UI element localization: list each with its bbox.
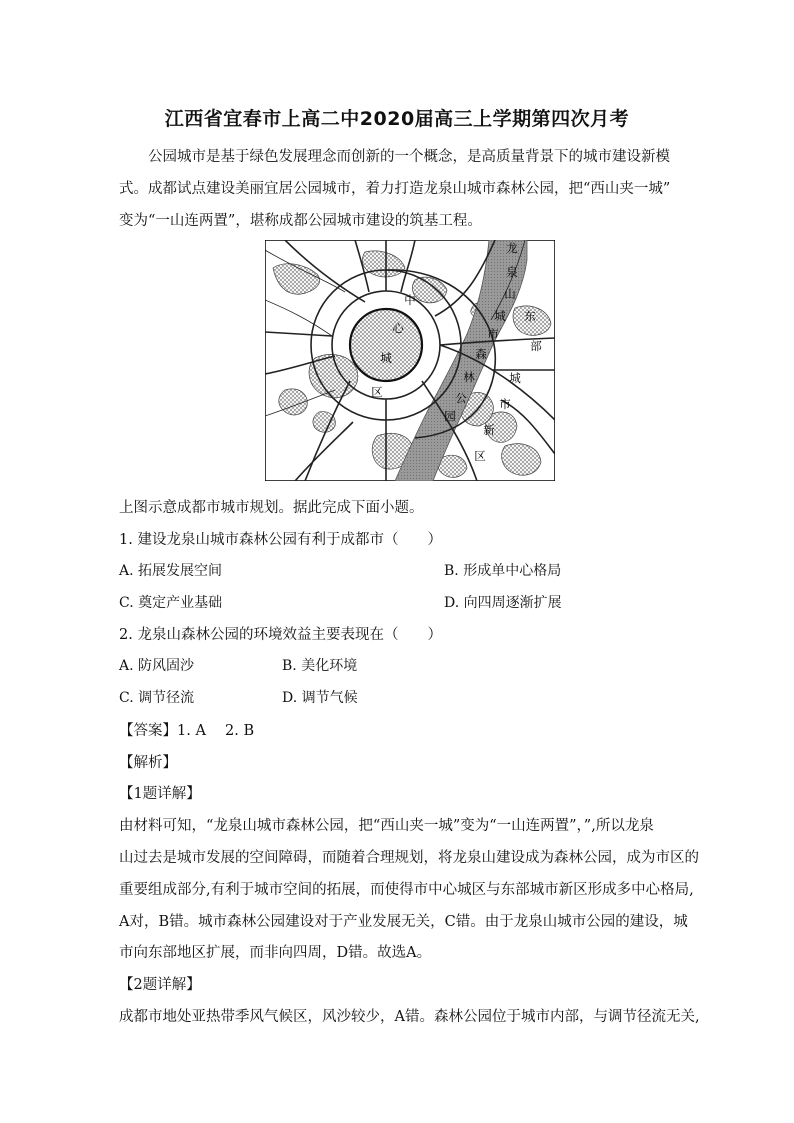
map-label-xin2: 新 (483, 423, 495, 437)
page-title: 江西省宜春市上高二中2020届高三上学期第四次月考 (164, 108, 630, 130)
map-label-qu2: 区 (474, 449, 486, 463)
map-label-bu: 部 (530, 339, 542, 353)
question-1-stem: 1. 建设龙泉山城市森林公园有利于成都市（ ） (119, 532, 442, 548)
question-2-stem: 2. 龙泉山森林公园的环境效益主要表现在（ ） (119, 627, 442, 643)
map-label-quan: 泉 (506, 265, 518, 279)
answer-line: 【答案】1. A 2. B (119, 723, 255, 739)
q2-option-a: A. 防风固沙 (119, 658, 195, 674)
intro-line-3: 变为“一山连两置”，堪称成都公园城市建设的筑基工程。 (119, 213, 482, 229)
map-label-cheng: 城 (380, 351, 392, 365)
detail-1-line-5: 市向东部地区扩展，而非向四周，D错。故选A。 (119, 945, 432, 961)
q1-option-c: C. 奠定产业基础 (119, 595, 223, 611)
map-label-lin: 林 (463, 370, 475, 384)
q1-option-b: B. 形成单中心格局 (444, 563, 562, 579)
q1-option-a: A. 拓展发展空间 (119, 563, 223, 579)
map-caption: 上图示意成都市城市规划。据此完成下面小题。 (119, 500, 424, 516)
map-label-shan: 山 (504, 287, 516, 301)
detail-1-line-1: 由材料可知，“龙泉山城市森林公园，把“西山夹一城”变为“一山连两置”，”,所以龙泉 (119, 818, 654, 834)
map-label-zhong: 中 (404, 293, 416, 307)
detail-1-line-3: 重要组成部分,有利于城市空间的拓展，而使得市中心城区与东部城市新区形成多中心格局, (119, 882, 694, 898)
central-city-district (350, 309, 422, 381)
q2-option-d: D. 调节气候 (282, 690, 358, 706)
map-label-sen: 森 (475, 347, 487, 361)
detail-2-line-1: 成都市地处亚热带季风气候区，风沙较少，A错。森林公园位于城市内部，与调节径流无关, (119, 1009, 700, 1025)
map-label-yuan: 园 (444, 409, 456, 423)
map-label-xin: 心 (392, 321, 404, 335)
q2-option-c: C. 调节径流 (119, 690, 195, 706)
map-label-shi2: 市 (499, 397, 511, 411)
map-label-qu: 区 (371, 385, 383, 399)
map-label-shi: 市 (487, 327, 499, 341)
map-label-dong: 东 (524, 309, 536, 323)
detail-2-heading: 【2题详解】 (119, 977, 201, 993)
q2-option-b: B. 美化环境 (282, 658, 358, 674)
q1-option-d: D. 向四周逐渐扩展 (444, 595, 562, 611)
detail-1-line-4: A对，B错。城市森林公园建设对于产业发展无关，C错。由于龙泉山城市公园的建设，城 (119, 914, 688, 930)
chengdu-planning-map (265, 240, 555, 481)
map-label-long: 龙 (506, 241, 518, 255)
analysis-heading: 【解析】 (119, 755, 177, 771)
intro-line-2: 式。成都试点建设美丽宜居公园城市，着力打造龙泉山城市森林公园，把“西山夹一城” (119, 181, 671, 197)
map-label-cheng2: 城 (494, 309, 506, 323)
intro-line-1: 公园城市是基于绿色发展理念而创新的一个概念，是高质量背景下的城市建设新模 (148, 149, 670, 165)
map-label-cheng3: 城 (509, 371, 521, 385)
detail-1-heading: 【1题详解】 (119, 786, 201, 802)
map-label-gong: 公 (455, 391, 467, 405)
detail-1-line-2: 山过去是城市发展的空间障碍，而随着合理规划，将龙泉山建设成为森林公园，成为市区的 (119, 850, 699, 866)
